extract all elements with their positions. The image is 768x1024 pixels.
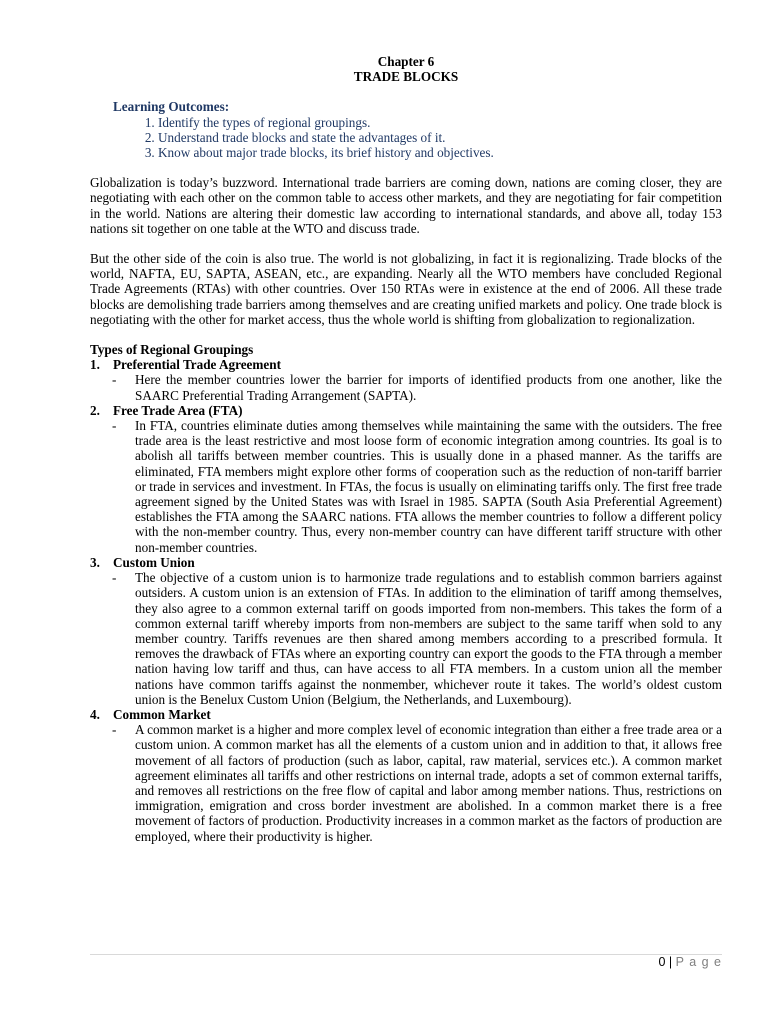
section-text: Here the member countries lower the barrier for imports of identified products from one another, like the SAARC Preferential Trading Arrangement (SAPTA). [135, 372, 722, 403]
dash-bullet: - [112, 722, 117, 738]
section-title: Custom Union [113, 554, 195, 570]
regionalization-paragraph: But the other side of the coin is also true. The world is not globalizing, in fact it is regionalizing. Trade blocks of the world, NAFTA, EU, SAPTA, ASEAN, etc., are expanding. Nearly all the WTO members have concluded Regional Trade Agreements (RTAs) with other countries. Over 150 RTAs were in existence at the end of 2006. All these trade blocks are demolishing trade barriers among themselves and are creating unified markets and policy. One trade block is negotiating with the other for market access, thus the whole world is shifting from globalization to regionalization. [90, 251, 722, 327]
section-free-trade-area [90, 403, 722, 555]
section-title: Free Trade Area (FTA) [113, 402, 243, 418]
section-number: 1. [90, 357, 100, 373]
learning-outcomes-heading: Learning Outcomes: [113, 99, 230, 115]
section-text: In FTA, countries eliminate duties among themselves while maintaining the same with the outsiders. The free trade area is the least restrictive and most loose form of economic integration among countries. Its goal is to abolish all tariffs between member countries. This is usually done in a phased manner. As the tariffs are eliminated, FTA members might explore other forms of cooperation such as the reduction of non-tariff barrier or trade in services and investment. In FTAs, the focus is usually on eliminating tariffs only. The first free trade agreement signed by the United States was with Israel in 1985. SAPTA (South Asia Preferential Agreement) establishes the FTA among the SAARC nations. FTA allows the member countries to follow a different policy with the non-member country. Thus, every non-member country can have different tariff structure with other non-member countries. [135, 418, 722, 555]
section-text: The objective of a custom union is to harmonize trade regulations and to establish common barriers against outsiders. A custom union is an extension of FTAs. In addition to the elimination of tariff among themselves, they also agree to a common external tariff on goods imported from non-members. This takes the form of a common external tariff whereby imports from non-members are subject to the same tariff when sold to any member country. Tariffs revenues are then shared among members according to a prescribed formula. It removes the drawback of FTAs where an exporting country can export the goods to the FTA through a member nation having low tariff and thus, can have access to all FTA members. In a custom union all the member nations have common tariffs against the nonmember, whichever route it takes. The world’s oldest custom union is the Benelux Custom Union (Belgium, the Netherlands, and Luxembourg). [135, 570, 722, 707]
page-number: 0 [658, 955, 666, 969]
chapter-label: Chapter 6 [377, 54, 435, 69]
page-label: P a g e [675, 955, 722, 969]
page-footer [658, 955, 722, 970]
learning-outcomes-list [113, 115, 722, 161]
section-custom-union [90, 555, 722, 707]
document-page [90, 54, 722, 844]
dash-bullet: - [112, 372, 117, 388]
learning-outcomes [113, 99, 722, 160]
types-heading: Types of Regional Groupings [90, 342, 254, 358]
section-number: 3. [90, 554, 100, 570]
chapter-title: TRADE BLOCKS [353, 69, 459, 85]
intro-paragraph: Globalization is today’s buzzword. International trade barriers are coming down, nations are coming closer, they are negotiating with each other on the common table to access other markets, and they are negotiating for fair competition in the world. Nations are altering their domestic law according to international standards, and above all, today 153 nations sit together on one table at the WTO and discuss trade. [90, 175, 722, 236]
section-title: Common Market [113, 706, 211, 722]
section-common-market [90, 707, 722, 844]
learning-outcome-item: 1. Identify the types of regional groupings. [158, 115, 722, 130]
learning-outcome-item: 2. Understand trade blocks and state the advantages of it. [158, 130, 722, 145]
learning-outcome-item: 3. Know about major trade blocks, its brief history and objectives. [158, 145, 722, 160]
section-text: A common market is a higher and more complex level of economic integration than either a free trade area or a custom union. A common market has all the elements of a custom union and in addition to that, it allows free movement of all factors of production (such as labor, capital, raw material, services etc.). A common market agreement eliminates all tariffs and other restrictions on internal trade, adopts a set of common external tariffs, and removes all restrictions on the free flow of capital and labor among member nations. Thus, restrictions on immigration, emigration and cross border investment are abolished. In a common market there is a free movement of factors of production. Productivity increases in a common market as the factors of production are employed, where their productivity is higher. [135, 722, 722, 844]
section-preferential-trade-agreement [90, 357, 722, 403]
dash-bullet: - [112, 570, 117, 586]
footer-divider [90, 954, 722, 955]
section-number: 2. [90, 402, 100, 418]
section-number: 4. [90, 706, 100, 722]
footer-separator: | [668, 955, 673, 969]
section-title: Preferential Trade Agreement [113, 357, 281, 373]
dash-bullet: - [112, 418, 117, 434]
